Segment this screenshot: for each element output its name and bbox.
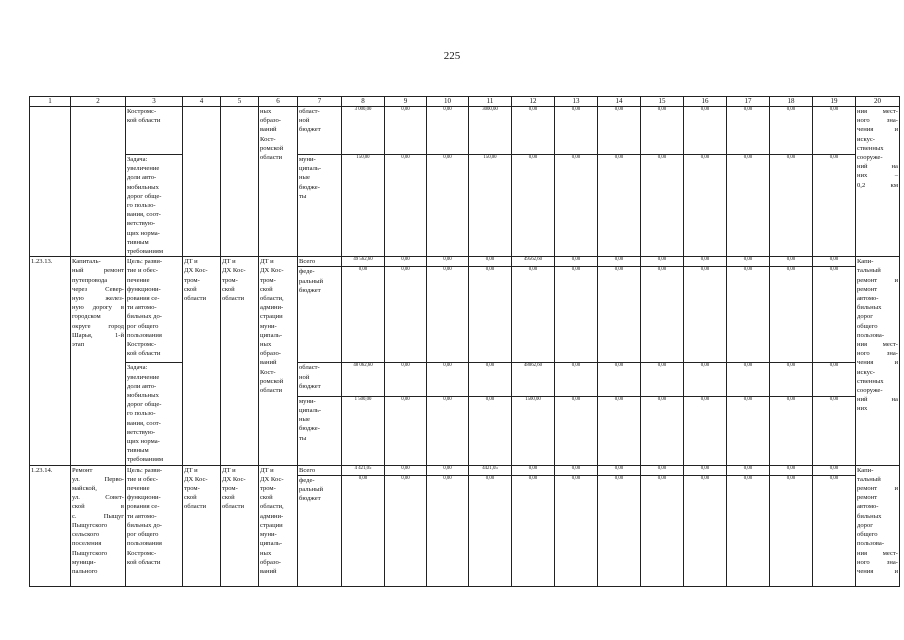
item-row xyxy=(30,257,900,267)
amount-cell: 150,00 xyxy=(469,155,512,257)
amount-cell: 0,00 xyxy=(512,267,555,363)
item-name: Ремонт ул. Перво- майской, ул. Совет- ской в с. Пыщуг Пыщугского сельского поселения Пыщугского муници- пального xyxy=(71,465,126,586)
amount-cell: 0,00 xyxy=(555,257,598,267)
amount-cell: 0,00 xyxy=(512,475,555,586)
item-row xyxy=(30,465,900,475)
amount-cell: 0,00 xyxy=(427,267,469,363)
goal-text-continued: Костромс- кой области xyxy=(126,107,183,155)
amount-cell: 48062,60 xyxy=(512,363,555,396)
funding-source: Всего xyxy=(298,465,342,475)
page-number: 225 xyxy=(443,50,461,62)
amount-cell: 0,00 xyxy=(727,396,770,465)
amount-cell: 0,00 xyxy=(598,465,641,475)
amount-cell: 0,00 xyxy=(684,396,727,465)
amount-cell: 0,00 xyxy=(342,475,385,586)
amount-cell: 0,00 xyxy=(385,155,427,257)
continuation-row xyxy=(30,107,900,155)
funding-source: област- ной бюджет xyxy=(298,107,342,155)
column-number: 20 xyxy=(856,97,900,107)
column-number: 9 xyxy=(385,97,427,107)
amount-cell: 0,00 xyxy=(469,475,512,586)
amount-cell: 1500,00 xyxy=(512,396,555,465)
amount-cell: 0,00 xyxy=(770,107,813,155)
amount-cell: 0,00 xyxy=(555,396,598,465)
executor-text: ДТ и ДХ Кос- тром- ской области xyxy=(183,465,221,586)
executor-text: ДТ и ДХ Кос- тром- ской области xyxy=(221,257,259,465)
column-number: 3 xyxy=(126,97,183,107)
amount-cell: 0,00 xyxy=(427,363,469,396)
column-number: 19 xyxy=(813,97,856,107)
executor-text: ДТ и ДХ Кос- тром- ской области xyxy=(183,257,221,465)
amount-cell: 0,00 xyxy=(770,363,813,396)
amount-cell: 0,00 xyxy=(427,475,469,586)
amount-cell: 0,00 xyxy=(684,107,727,155)
executor-text: ДТ и ДХ Кос- тром- ской области, админи- страции муни- ципаль- ных образо- ваний xyxy=(259,465,298,586)
amount-cell: 0,00 xyxy=(385,257,427,267)
amount-cell: 0,00 xyxy=(427,107,469,155)
item-name: Капиталь- ный ремонт путепровода через Север- ную желез- ную дорогу в городском округе город Шарья, 1-й этап xyxy=(71,257,126,465)
amount-cell: 0,00 xyxy=(641,475,684,586)
column-number: 5 xyxy=(221,97,259,107)
amount-cell: 0,00 xyxy=(342,267,385,363)
amount-cell: 0,00 xyxy=(598,107,641,155)
amount-cell: 0,00 xyxy=(684,475,727,586)
item-row xyxy=(30,363,900,396)
column-number: 8 xyxy=(342,97,385,107)
amount-cell: 0,00 xyxy=(727,267,770,363)
amount-cell: 0,00 xyxy=(770,396,813,465)
continuation-row xyxy=(30,155,900,257)
funding-source: муни- ципаль- ные бюдже- ты xyxy=(298,396,342,465)
column-number: 16 xyxy=(684,97,727,107)
amount-cell: 3 000,00 xyxy=(342,107,385,155)
amount-cell: 0,00 xyxy=(555,155,598,257)
amount-cell: 0,00 xyxy=(598,475,641,586)
table-cell xyxy=(221,107,259,257)
amount-cell: 3000,00 xyxy=(469,107,512,155)
amount-cell: 0,00 xyxy=(598,155,641,257)
amount-cell: 0,00 xyxy=(684,155,727,257)
amount-cell: 0,00 xyxy=(641,363,684,396)
header-row xyxy=(30,97,900,107)
amount-cell: 49 562,60 xyxy=(342,257,385,267)
column-number: 17 xyxy=(727,97,770,107)
column-number: 2 xyxy=(71,97,126,107)
column-number: 4 xyxy=(183,97,221,107)
funding-source: муни- ципаль- ные бюдже- ты xyxy=(298,155,342,257)
amount-cell: 0,00 xyxy=(427,465,469,475)
amount-cell: 0,00 xyxy=(641,155,684,257)
amount-cell: 0,00 xyxy=(385,267,427,363)
amount-cell: 0,00 xyxy=(385,465,427,475)
amount-cell: 0,00 xyxy=(555,465,598,475)
column-number: 18 xyxy=(770,97,813,107)
amount-cell: 48 062,60 xyxy=(342,363,385,396)
amount-cell: 0,00 xyxy=(727,257,770,267)
column-number: 1 xyxy=(30,97,71,107)
amount-cell: 4421,05 xyxy=(469,465,512,475)
result-text: ния мест- ного зна- чения и искус- ственных сооруже- ний на них – 0,2 км xyxy=(856,107,900,257)
amount-cell: 0,00 xyxy=(727,363,770,396)
task-text: Задача: увеличение доли авто- мобильных дорог обще- го пользо- вания, соот- ветствую- щих норма- тивным требованиям xyxy=(126,363,183,465)
amount-cell: 0,00 xyxy=(813,363,856,396)
column-number: 13 xyxy=(555,97,598,107)
amount-cell: 0,00 xyxy=(770,155,813,257)
amount-cell: 0,00 xyxy=(512,155,555,257)
amount-cell: 0,00 xyxy=(813,465,856,475)
table-cell xyxy=(71,107,126,257)
goal-text: Цель: разви- тие и обес- печение функциони- рования се- ти автомо- бильных до- рог общего пользования Костромс- кой области xyxy=(126,257,183,363)
amount-cell: 0,00 xyxy=(469,267,512,363)
amount-cell: 0,00 xyxy=(727,155,770,257)
amount-cell: 0,00 xyxy=(641,267,684,363)
amount-cell: 0,00 xyxy=(727,107,770,155)
amount-cell: 0,00 xyxy=(727,475,770,586)
column-number: 7 xyxy=(298,97,342,107)
item-number: 1.23.14. xyxy=(30,465,71,586)
amount-cell: 0,00 xyxy=(641,107,684,155)
funding-source: феде- ральный бюджет xyxy=(298,267,342,363)
amount-cell: 0,00 xyxy=(555,267,598,363)
amount-cell: 0,00 xyxy=(512,107,555,155)
amount-cell: 0,00 xyxy=(684,465,727,475)
amount-cell: 49562,60 xyxy=(512,257,555,267)
amount-cell: 0,00 xyxy=(684,267,727,363)
amount-cell: 0,00 xyxy=(727,465,770,475)
funding-source: феде- ральный бюджет xyxy=(298,475,342,586)
table-cell xyxy=(30,107,71,257)
amount-cell: 0,00 xyxy=(770,257,813,267)
budget-table xyxy=(29,96,900,587)
amount-cell: 0,00 xyxy=(813,107,856,155)
amount-cell: 0,00 xyxy=(641,465,684,475)
amount-cell: 0,00 xyxy=(813,396,856,465)
amount-cell: 0,00 xyxy=(385,396,427,465)
amount-cell: 0,00 xyxy=(469,363,512,396)
amount-cell: 0,00 xyxy=(770,465,813,475)
amount-cell: 0,00 xyxy=(641,396,684,465)
funding-source: област- ной бюджет xyxy=(298,363,342,396)
amount-cell: 0,00 xyxy=(598,363,641,396)
amount-cell: 0,00 xyxy=(385,475,427,586)
result-text: Капи- тальный ремонт и ремонт автомо- бильных дорог общего пользова- ния мест- ного зна- чения и xyxy=(856,465,900,586)
executor-text: ДТ и ДХ Кос- тром- ской области, админи- страции муни- ципаль- ных образо- ваний Кост- ромской области xyxy=(259,257,298,465)
amount-cell: 150,00 xyxy=(342,155,385,257)
amount-cell: 0,00 xyxy=(427,155,469,257)
amount-cell: 0,00 xyxy=(813,155,856,257)
funding-source: Всего xyxy=(298,257,342,267)
amount-cell: 0,00 xyxy=(469,257,512,267)
column-number: 12 xyxy=(512,97,555,107)
goal-text: Цель: разви- тие и обес- печение функциони- рования се- ти автомо- бильных до- рог общего пользования Костромс- кой области xyxy=(126,465,183,586)
column-number: 6 xyxy=(259,97,298,107)
amount-cell: 0,00 xyxy=(555,107,598,155)
result-text: Капи- тальный ремонт и ремонт автомо- бильных дорог общего пользова- ния мест- ного зна- чения и искус- ственных сооруже- ний на них xyxy=(856,257,900,465)
amount-cell: 0,00 xyxy=(598,267,641,363)
amount-cell: 0,00 xyxy=(641,257,684,267)
amount-cell: 0,00 xyxy=(813,257,856,267)
amount-cell: 0,00 xyxy=(512,465,555,475)
amount-cell: 0,00 xyxy=(770,475,813,586)
amount-cell: 1 500,00 xyxy=(342,396,385,465)
amount-cell: 0,00 xyxy=(385,363,427,396)
amount-cell: 0,00 xyxy=(598,257,641,267)
amount-cell: 0,00 xyxy=(684,257,727,267)
amount-cell: 0,00 xyxy=(555,475,598,586)
executor-text: ДТ и ДХ Кос- тром- ской области xyxy=(221,465,259,586)
amount-cell: 4 421,05 xyxy=(342,465,385,475)
amount-cell: 0,00 xyxy=(770,267,813,363)
task-text: Задача: увеличение доли авто- мобильных дорог обще- го пользо- вания, соот- ветствую- щих норма- тивным требованиям xyxy=(126,155,183,257)
amount-cell: 0,00 xyxy=(469,396,512,465)
amount-cell: 0,00 xyxy=(427,396,469,465)
amount-cell: 0,00 xyxy=(813,475,856,586)
item-number: 1.23.13. xyxy=(30,257,71,465)
table-cell xyxy=(183,107,221,257)
amount-cell: 0,00 xyxy=(385,107,427,155)
amount-cell: 0,00 xyxy=(555,363,598,396)
column-number: 10 xyxy=(427,97,469,107)
amount-cell: 0,00 xyxy=(684,363,727,396)
column-number: 11 xyxy=(469,97,512,107)
amount-cell: 0,00 xyxy=(813,267,856,363)
amount-cell: 0,00 xyxy=(427,257,469,267)
column-number: 15 xyxy=(641,97,684,107)
amount-cell: 0,00 xyxy=(598,396,641,465)
column-number: 14 xyxy=(598,97,641,107)
executor-text: ных образо- ваний Кост- ромской области xyxy=(259,107,298,257)
